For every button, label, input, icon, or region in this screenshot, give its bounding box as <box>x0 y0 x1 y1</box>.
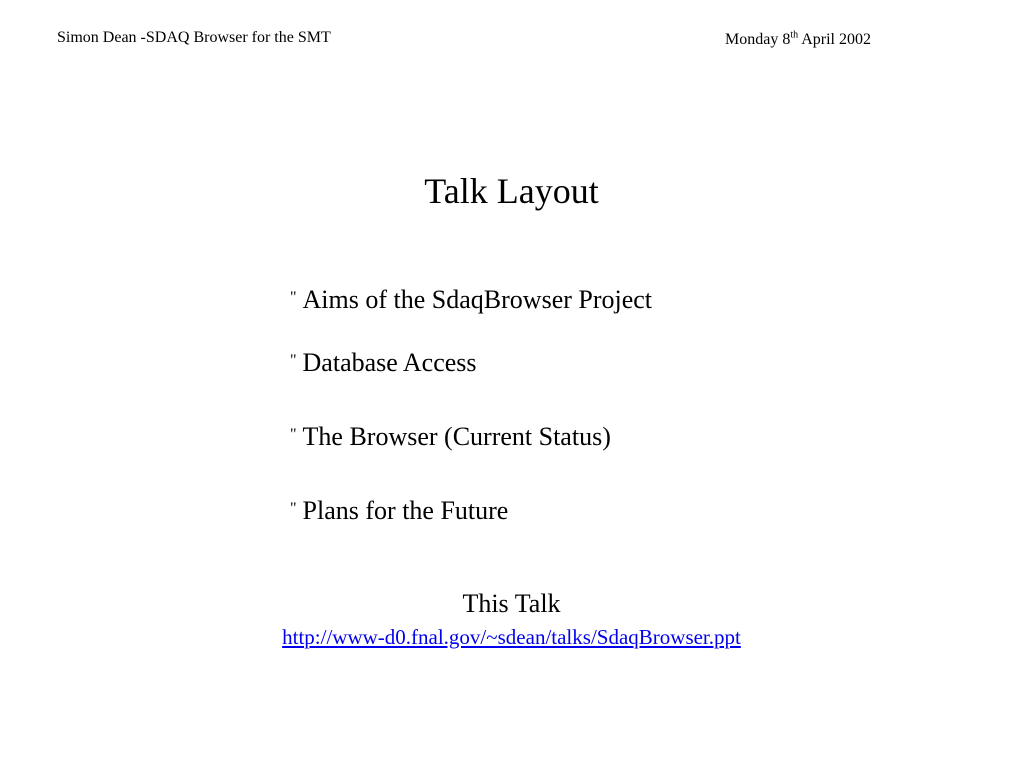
bullet-icon: " <box>290 289 297 306</box>
bullet-icon: " <box>290 426 297 443</box>
bullet-icon: " <box>290 352 297 369</box>
this-talk-label: This Talk <box>462 589 561 618</box>
bullet-text: The Browser (Current Status) <box>302 422 611 451</box>
bullet-item <box>290 422 611 452</box>
date-suffix: April 2002 <box>798 31 871 48</box>
header-date <box>725 31 871 49</box>
talk-url-link[interactable]: http://www-d0.fnal.gov/~sdean/talks/SdaqBrowser.ppt <box>282 625 741 649</box>
bullet-text: Database Access <box>302 348 477 377</box>
header-author-title: Simon Dean -SDAQ Browser for the SMT <box>57 29 331 46</box>
talk-link-container <box>0 625 1023 650</box>
slide-title: Talk Layout <box>424 171 599 211</box>
bullet-item <box>290 496 508 526</box>
bullet-icon: " <box>290 500 297 517</box>
date-prefix: Monday 8 <box>725 31 791 48</box>
date-superscript: th <box>790 29 799 41</box>
bullet-item <box>290 285 652 315</box>
bullet-text: Aims of the SdaqBrowser Project <box>302 285 653 314</box>
bullet-text: Plans for the Future <box>302 496 509 525</box>
bullet-item <box>290 348 477 378</box>
